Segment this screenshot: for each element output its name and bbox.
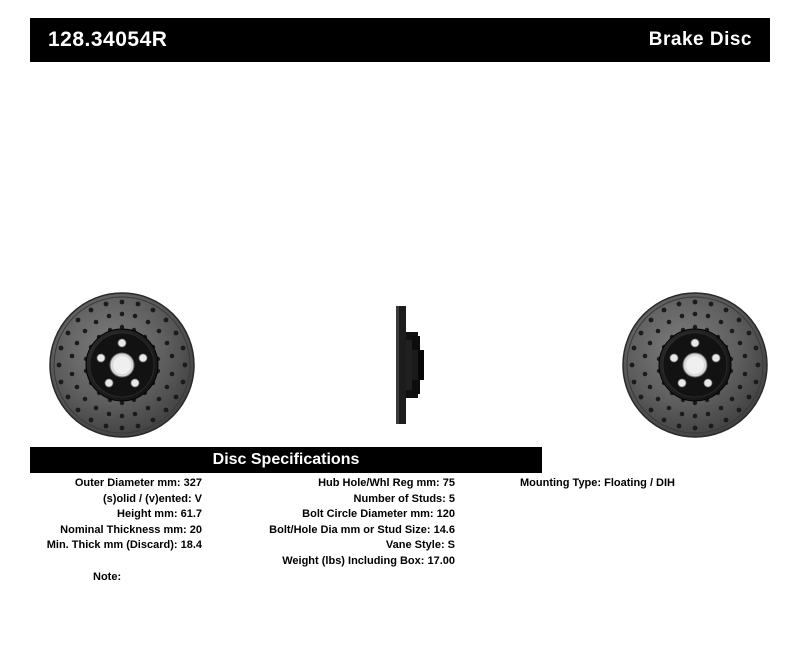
spec-line: Outer Diameter mm: 327 — [74, 477, 202, 489]
spec-column-3 — [520, 476, 770, 492]
product-type: Brake Disc — [648, 29, 752, 50]
drawing-area — [0, 290, 800, 440]
spec-line: Hub Hole/Whl Reg mm: 75 — [318, 477, 455, 489]
spec-line: Nominal Thickness mm: 20 — [60, 523, 202, 536]
header-bar — [30, 18, 770, 62]
rotor-front-view-right — [615, 290, 775, 445]
rotor-side-view — [368, 290, 432, 445]
note-label: Note: — [93, 571, 122, 583]
spec-line: Bolt/Hole Dia mm or Stud Size: 14.6 — [269, 523, 455, 536]
rotor-front-view-left — [42, 290, 202, 445]
spec-line: Height mm: 61.7 — [117, 508, 202, 520]
spec-line: Mounting Type: Floating / DIH — [520, 477, 675, 489]
spec-column-1 — [0, 476, 202, 554]
spec-line: Bolt Circle Diameter mm: 120 — [302, 508, 455, 520]
spec-table-title: Disc Specifications — [30, 447, 542, 473]
note-field — [93, 571, 121, 583]
spec-line: (s)olid / (v)ented: V — [103, 492, 202, 505]
spec-line: Number of Studs: 5 — [353, 492, 455, 505]
part-number: 128.34054R — [48, 28, 168, 51]
spec-line: Weight (lbs) Including Box: 17.00 — [282, 554, 455, 567]
spec-line: Min. Thick mm (Discard): 18.4 — [46, 539, 202, 551]
spec-line: Vane Style: S — [385, 539, 455, 551]
spec-column-2 — [225, 476, 455, 569]
